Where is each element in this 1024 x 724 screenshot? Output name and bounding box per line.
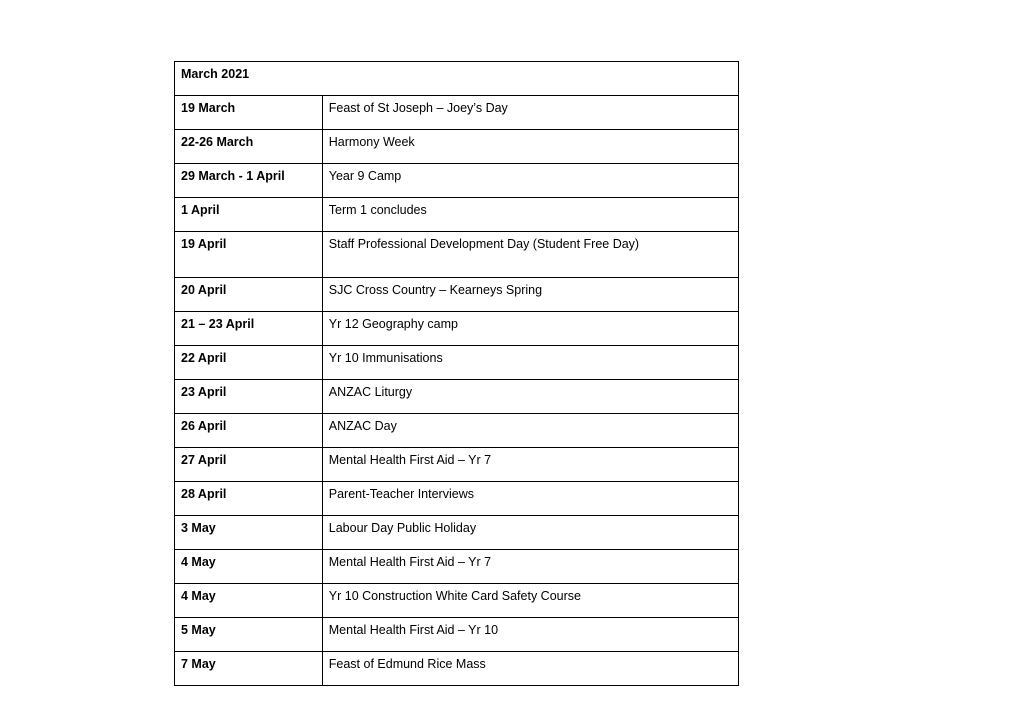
table-row (175, 516, 739, 550)
event-description: Staff Professional Development Day (Student Free Day) (322, 232, 738, 278)
table-row (175, 414, 739, 448)
table-row (175, 448, 739, 482)
event-date: 22 April (175, 346, 323, 380)
table-row (175, 232, 739, 278)
event-description: Year 9 Camp (322, 164, 738, 198)
event-date: 21 – 23 April (175, 312, 323, 346)
event-date: 4 May (175, 584, 323, 618)
event-date: 1 April (175, 198, 323, 232)
event-date: 4 May (175, 550, 323, 584)
table-row (175, 312, 739, 346)
table-row (175, 130, 739, 164)
table-row (175, 346, 739, 380)
event-date: 22-26 March (175, 130, 323, 164)
table-title-row (175, 62, 739, 96)
event-date: 19 April (175, 232, 323, 278)
event-date: 5 May (175, 618, 323, 652)
event-date: 27 April (175, 448, 323, 482)
table-title: March 2021 (175, 62, 739, 96)
event-date: 7 May (175, 652, 323, 686)
event-description: Parent-Teacher Interviews (322, 482, 738, 516)
event-date: 26 April (175, 414, 323, 448)
event-description: ANZAC Liturgy (322, 380, 738, 414)
table-row (175, 584, 739, 618)
event-description: Yr 10 Immunisations (322, 346, 738, 380)
event-description: Term 1 concludes (322, 198, 738, 232)
event-description: Harmony Week (322, 130, 738, 164)
event-date: 29 March - 1 April (175, 164, 323, 198)
table-row (175, 380, 739, 414)
table-row (175, 652, 739, 686)
event-description: ANZAC Day (322, 414, 738, 448)
event-date: 23 April (175, 380, 323, 414)
event-description: Mental Health First Aid – Yr 7 (322, 448, 738, 482)
event-date: 19 March (175, 96, 323, 130)
table-row (175, 96, 739, 130)
table-row (175, 482, 739, 516)
event-description: Labour Day Public Holiday (322, 516, 738, 550)
table-row (175, 164, 739, 198)
event-date: 28 April (175, 482, 323, 516)
event-description: Yr 10 Construction White Card Safety Course (322, 584, 738, 618)
table-row (175, 278, 739, 312)
event-description: Mental Health First Aid – Yr 7 (322, 550, 738, 584)
events-calendar-table (174, 61, 739, 686)
table-row (175, 550, 739, 584)
table-row (175, 618, 739, 652)
event-description: Yr 12 Geography camp (322, 312, 738, 346)
event-description: Mental Health First Aid – Yr 10 (322, 618, 738, 652)
event-date: 3 May (175, 516, 323, 550)
event-description: SJC Cross Country – Kearneys Spring (322, 278, 738, 312)
table-row (175, 198, 739, 232)
event-description: Feast of Edmund Rice Mass (322, 652, 738, 686)
event-description: Feast of St Joseph – Joey’s Day (322, 96, 738, 130)
event-date: 20 April (175, 278, 323, 312)
